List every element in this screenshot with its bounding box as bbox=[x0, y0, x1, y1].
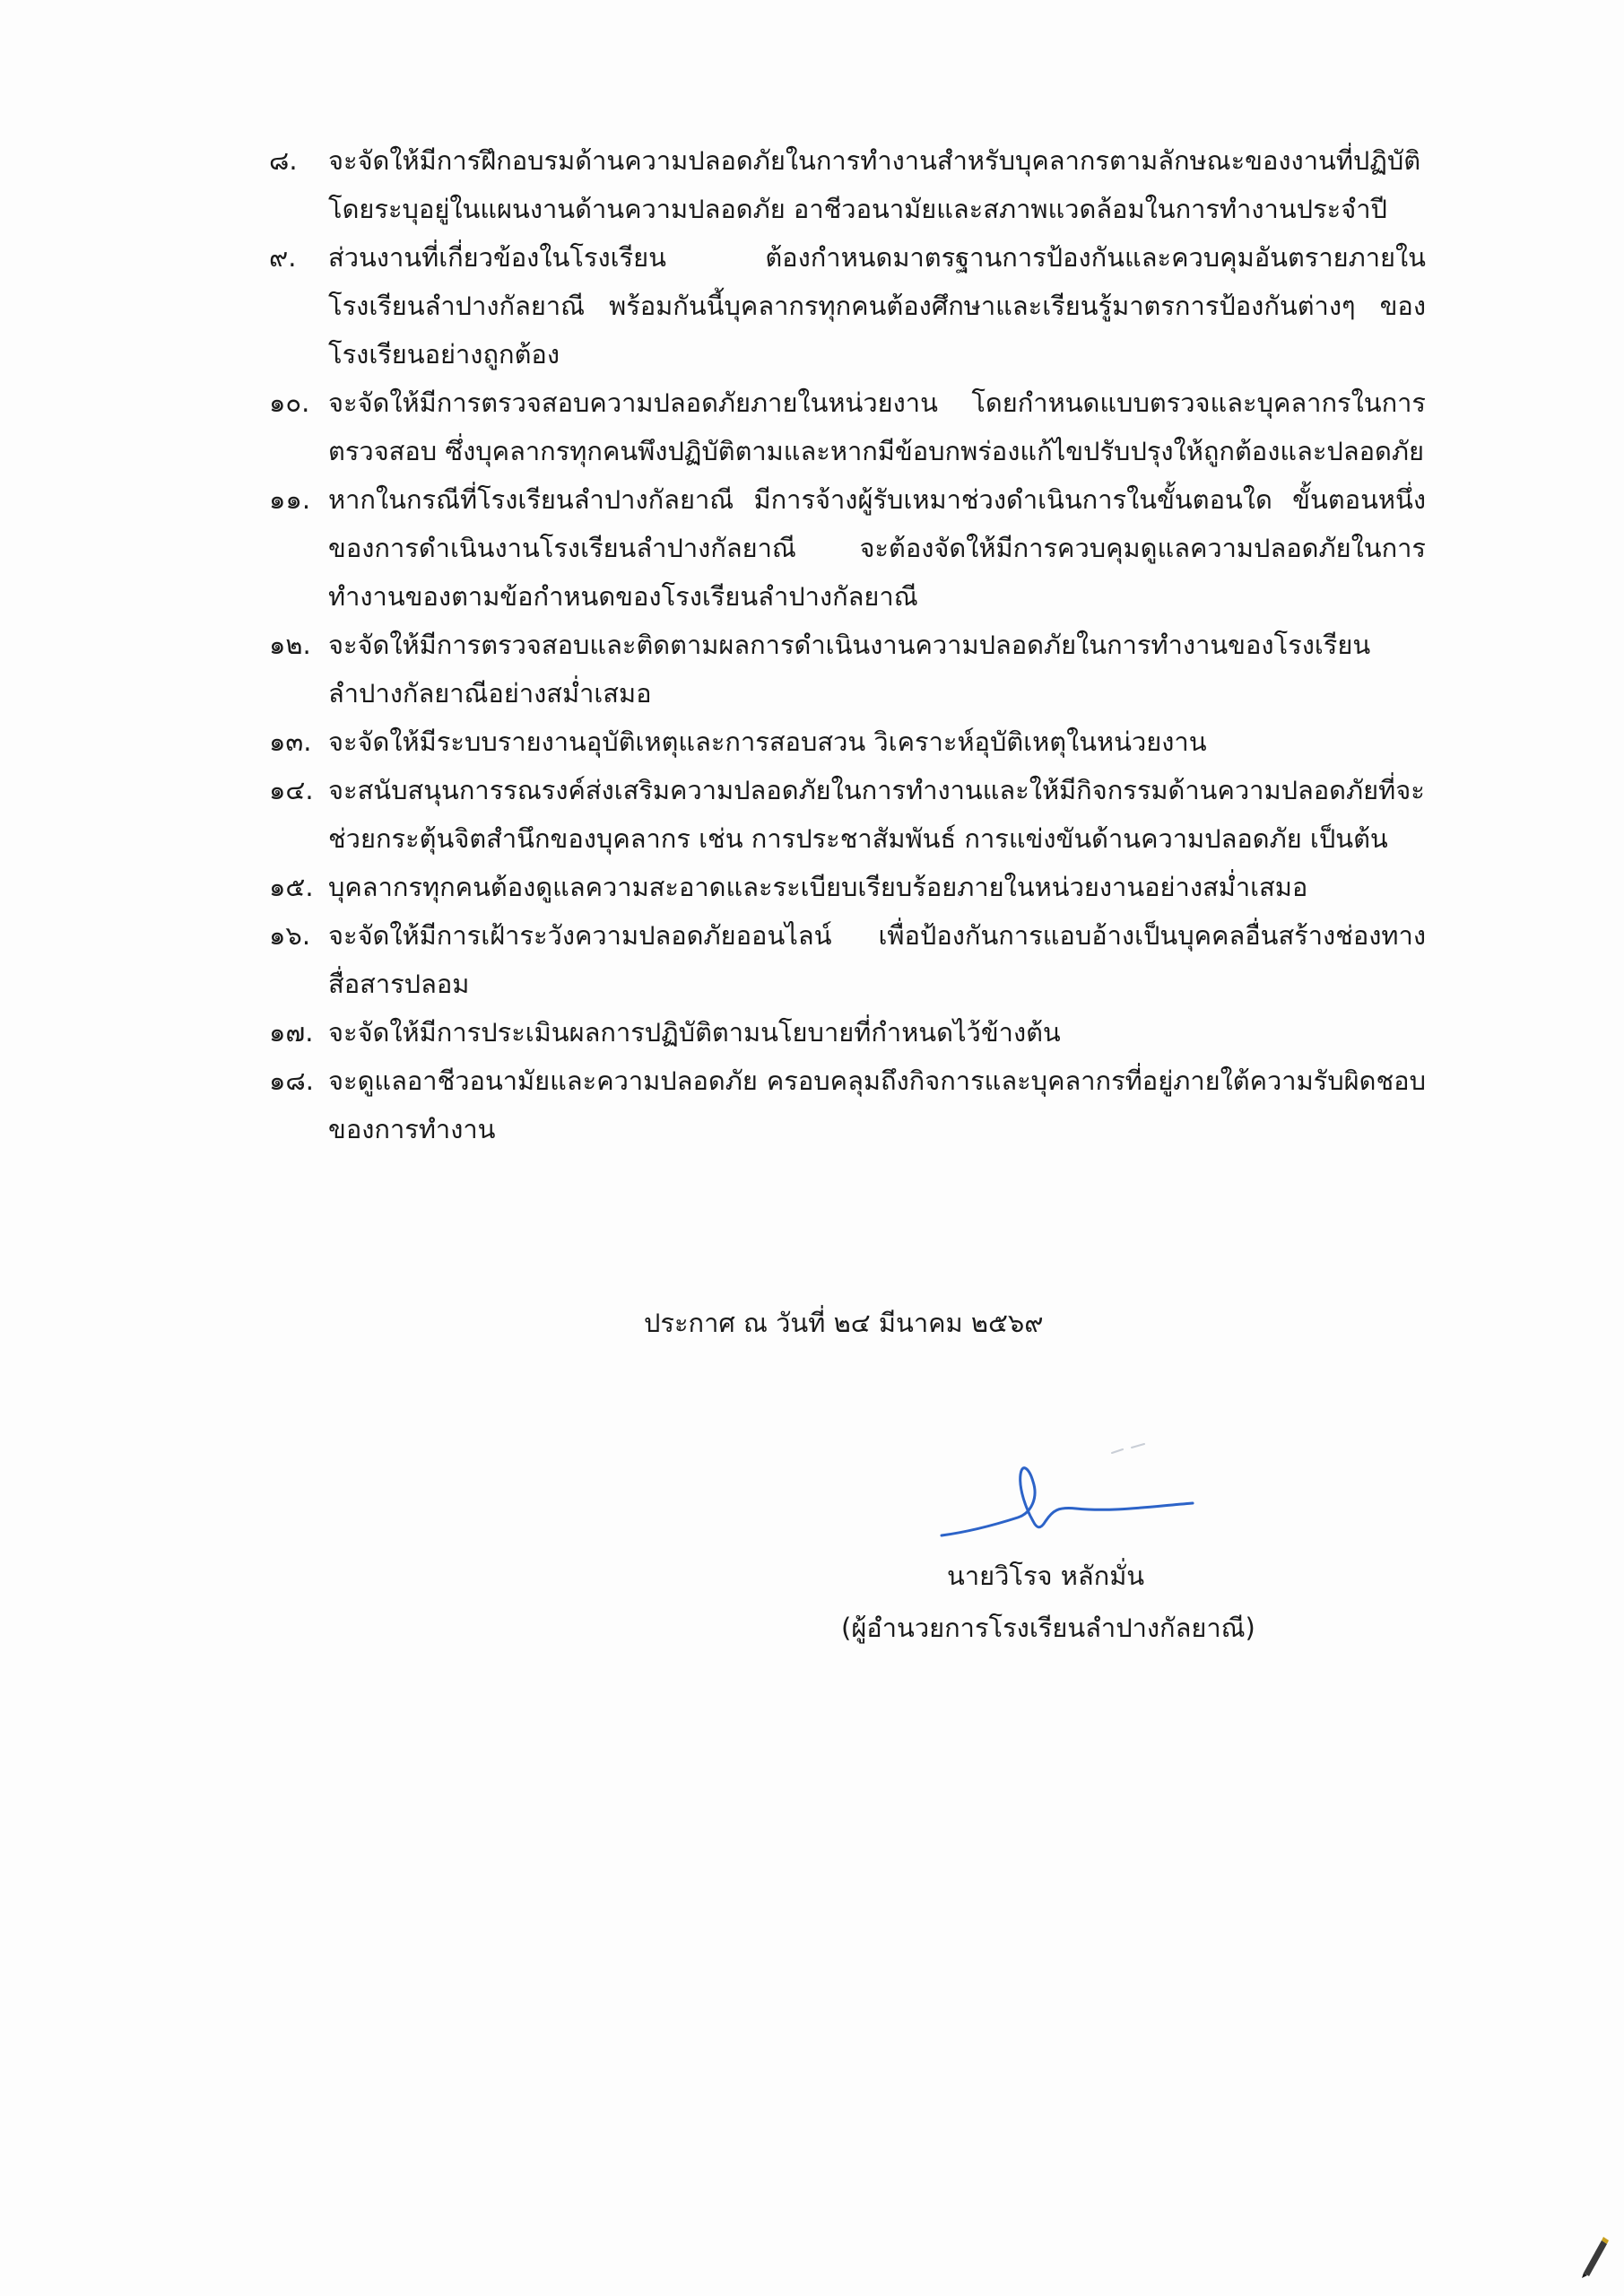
item-text: จะจัดให้มีการตรวจสอบความปลอดภัยภายในหน่วยงาน โดยกำหนดแบบตรวจและบุคลากรในการตรวจสอบ ซึ่งบุคลากรทุกคนพึงปฏิบัติตามและหากมีข้อบกพร่องแก้ไขปรับปรุงให้ถูกต้องและปลอดภัย bbox=[328, 387, 1426, 466]
item-text: บุคลากรทุกคนต้องดูแลความสะอาดและระเบียบเรียบร้อยภายในหน่วยงานอย่างสม่ำเสมอ bbox=[328, 872, 1308, 902]
signer-title: (ผู้อำนวยการโรงเรียนลำปางกัลยาณี) bbox=[841, 1613, 1255, 1643]
item-text: จะจัดให้มีการเฝ้าระวังความปลอดภัยออนไลน์ เพื่อป้องกันการแอบอ้างเป็นบุคคลอื่นสร้างช่องทางสื่อสารปลอม bbox=[328, 920, 1426, 999]
announcement-date: ประกาศ ณ วันที่ ๒๔ มีนาคม ๒๕๖๙ bbox=[644, 1308, 1044, 1338]
item-number: ๑๒. bbox=[269, 630, 311, 660]
item-text: จะจัดให้มีการประเมินผลการปฏิบัติตามนโยบายที่กำหนดไว้ข้างต้น bbox=[328, 1017, 1061, 1048]
policy-item bbox=[269, 718, 1426, 766]
item-text: จะดูแลอาชีวอนามัยและความปลอดภัย ครอบคลุมถึงกิจการและบุคลากรที่อยู่ภายใต้ความรับผิดชอบของการทำงาน bbox=[328, 1065, 1426, 1144]
item-text: หากในกรณีที่โรงเรียนลำปางกัลยาณี มีการจ้างผู้รับเหมาช่วงดำเนินการในขั้นตอนใด ขั้นตอนหนึ่งของการดำเนินงานโรงเรียนลำปางกัลยาณี จะต้องจัดให้มีการควบคุมดูแลความปลอดภัยในการทำงานของตามข้อกำหนดของโรงเรียนลำปางกัลยาณี bbox=[328, 484, 1426, 612]
policy-list bbox=[269, 136, 1426, 1153]
pen-icon bbox=[1578, 2233, 1611, 2278]
policy-item bbox=[269, 911, 1426, 1008]
item-text: จะสนับสนุนการรณรงค์ส่งเสริมความปลอดภัยในการทำงานและให้มีกิจกรรมด้านความปลอดภัยที่จะช่วยกระตุ้นจิตสำนึกของบุคลากร เช่น การประชาสัมพันธ์ การแข่งขันด้านความปลอดภัย เป็นต้น bbox=[328, 775, 1425, 854]
signature-stroke bbox=[933, 1435, 1202, 1552]
item-number: ๑๕. bbox=[269, 872, 314, 902]
item-number: ๑๑. bbox=[269, 484, 311, 515]
item-number: ๘. bbox=[269, 145, 298, 176]
policy-item bbox=[269, 233, 1426, 378]
item-text: จะจัดให้มีการตรวจสอบและติดตามผลการดำเนินงานความปลอดภัยในการทำงานของโรงเรียนลำปางกัลยาณีอย่างสม่ำเสมอ bbox=[328, 630, 1371, 709]
item-number: ๙. bbox=[269, 242, 297, 273]
policy-item bbox=[269, 1057, 1426, 1153]
policy-item bbox=[269, 766, 1426, 863]
item-number: ๑๖. bbox=[269, 920, 311, 951]
policy-item bbox=[269, 621, 1426, 718]
item-text: จะจัดให้มีการฝึกอบรมด้านความปลอดภัยในการทำงานสำหรับบุคลากรตามลักษณะของงานที่ปฏิบัติ โดยระบุอยู่ในแผนงานด้านความปลอดภัย อาชีวอนามัยและสภาพแวดล้อมในการทำงานประจำปี bbox=[328, 145, 1421, 224]
policy-item bbox=[269, 863, 1426, 911]
item-number: ๑๗. bbox=[269, 1017, 314, 1048]
policy-item bbox=[269, 378, 1426, 475]
policy-item bbox=[269, 136, 1426, 233]
signature bbox=[933, 1435, 1202, 1552]
item-text: ส่วนงานที่เกี่ยวข้องในโรงเรียน ต้องกำหนดมาตรฐานการป้องกันและควบคุมอันตรายภายใน โรงเรียนลำปางกัลยาณี พร้อมกันนี้บุคลากรทุกคนต้องศึกษาและเรียนรู้มาตรการป้องกันต่างๆ ของโรงเรียนอย่างถูกต้อง bbox=[328, 242, 1426, 370]
policy-item bbox=[269, 1008, 1426, 1057]
item-text: จะจัดให้มีระบบรายงานอุบัติเหตุและการสอบสวน วิเคราะห์อุบัติเหตุในหน่วยงาน bbox=[328, 726, 1207, 757]
item-number: ๑๘. bbox=[269, 1065, 314, 1096]
signer-name: นายวิโรจ หลักมั่น bbox=[947, 1561, 1145, 1591]
policy-item bbox=[269, 475, 1426, 621]
item-number: ๑๐. bbox=[269, 387, 310, 418]
item-number: ๑๔. bbox=[269, 775, 314, 805]
item-number: ๑๓. bbox=[269, 726, 312, 757]
